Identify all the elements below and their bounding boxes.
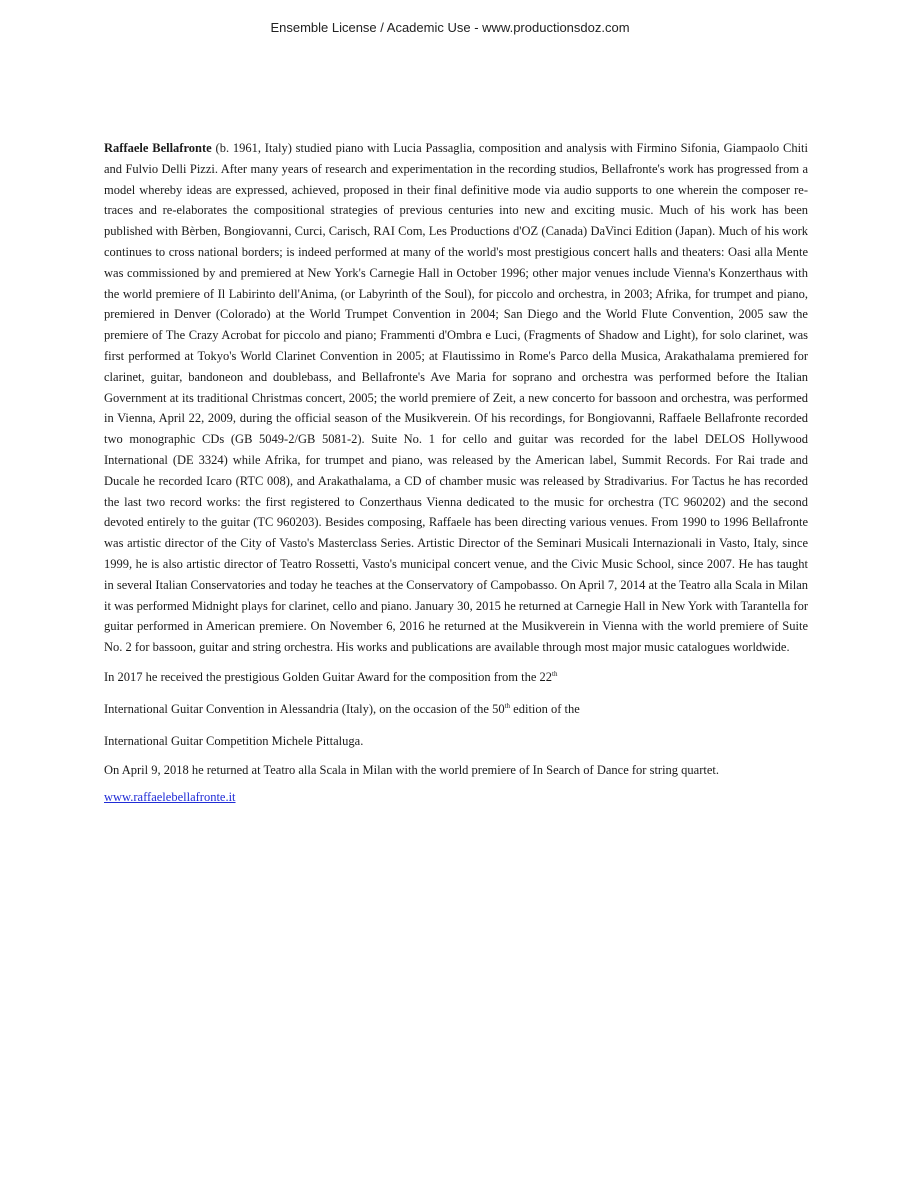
composer-name: Raffaele Bellafronte xyxy=(104,141,212,155)
award-line-3: International Guitar Competition Michele Pittaluga. xyxy=(104,733,364,748)
ordinal-suffix: th xyxy=(504,701,511,710)
license-watermark: Ensemble License / Academic Use - www.productionsdoz.com xyxy=(270,20,630,35)
biography-text xyxy=(104,138,808,808)
award-line-2-text-end: edition of the xyxy=(510,701,580,716)
award-line-1 xyxy=(104,664,808,690)
award-line-2-text: International Guitar Convention in Alessandria (Italy), on the occasion of the 50 xyxy=(104,701,505,716)
final-paragraph: On April 9, 2018 he returned at Teatro alla Scala in Milan with the world premiere of In Search of Dance for string quartet. xyxy=(104,762,720,777)
website-link[interactable]: www.raffaelebellafronte.it xyxy=(104,789,236,804)
award-line-1-text: In 2017 he received the prestigious Golden Guitar Award for the composition from the 22 xyxy=(104,669,553,684)
award-line-2 xyxy=(104,696,808,722)
ordinal-suffix: th xyxy=(552,669,558,678)
biography-paragraph xyxy=(104,138,808,658)
website-line xyxy=(104,787,808,808)
biography-paragraph-text: (b. 1961, Italy) studied piano with Lucia Passaglia, composition and analysis with Firmino Sifonia, Giampaolo Chiti and Fulvio Delli Pizzi. After many years of research and experimentation in the recording studios, Bellafronte's work has progressed from a model whereby ideas are expressed, achieved, proposed in their final definitive mode via audio supports to one wherein the composer re-traces and re-elaborates the compositional strategies of previous centuries into new and exciting music. Much of his work has been published with Bèrben, Bongiovanni, Curci, Carisch, RAI Com, Les Productions d'OZ (Canada) DaVinci Edition (Japan). Much of his work continues to cross national borders; is indeed performed at many of the world's most prestigious concert halls and theaters: Oasi alla Mente was commissioned by and premiered at New York's Carnegie Hall in October 1996; other major venues include Vienna's Konzerthaus with the world premiere of Il Labirinto dell'Anima, (or Labyrinth of the Soul), for piccolo and orchestra, in 2003; Afrika, for trumpet and piano, premiered in Denver (Colorado) at the World Trumpet Convention in 2004; San Diego and the World Flute Convention, 2005 saw the premiere of The Crazy Acrobat for piccolo and piano; Frammenti d'Ombra e Luci, (Fragments of Shadow and Light), for solo clarinet, was first performed at Tokyo's World Clarinet Convention in 2005; at Flautissimo in Rome's Parco della Musica, Arakathalama premiered for clarinet, guitar, bandoneon and doublebass, and Bellafronte's Ave Maria for soprano and orchestra was performed before the Italian Government at its traditional Christmas concert, 2005; the world premiere of Zeit, a new concerto for bassoon and orchestra, was performed in Vienna, April 22, 2009, during the official season of the Musikverein. Of his recordings, for Bongiovanni, Raffaele Bellafronte recorded two monographic CDs (GB 5049-2/GB 5081-2). Suite No. 1 for cello and guitar was recorded for the label DELOS Hollywood International (DE 3324) while Afrika, for trumpet and piano, was released by the American label, Summit Records. For Rai trade and Ducale he recorded Icaro (RTC 008), and Arakathalama, a CD of chamber music was released by Stradivarius. For Tactus he has recorded the last two record works: the first registered to Conzerthaus Vienna dedicated to the music for orchestra (TC 960202) and the second devoted entirely to the guitar (TC 960203). Besides composing, Raffaele has been directing various venues. From 1990 to 1996 Bellafronte was artistic director of the City of Vasto's Masterclass Series. Artistic Director of the Seminari Musicali Internazionali in Vasto, Italy, since 1999, he is also artistic director of Teatro Rossetti, Vasto's municipal concert venue, and the Civic Music School, since 2007. He has taught in several Italian Conservatories and today he teaches at the Conservatory of Campobasso. On April 7, 2014 at the Teatro alla Scala in Milan it was performed Midnight plays for clarinet, cello and piano. January 30, 2015 he returned at Carnegie Hall in New York with Tarantella for guitar performed in American premiere. On November 6, 2016 he returned at the Musikverein in Vienna with the world premiere of Suite No. 2 for bassoon, guitar and string orchestra. His works and publications are available through most major music catalogues worldwide. xyxy=(104,141,808,655)
